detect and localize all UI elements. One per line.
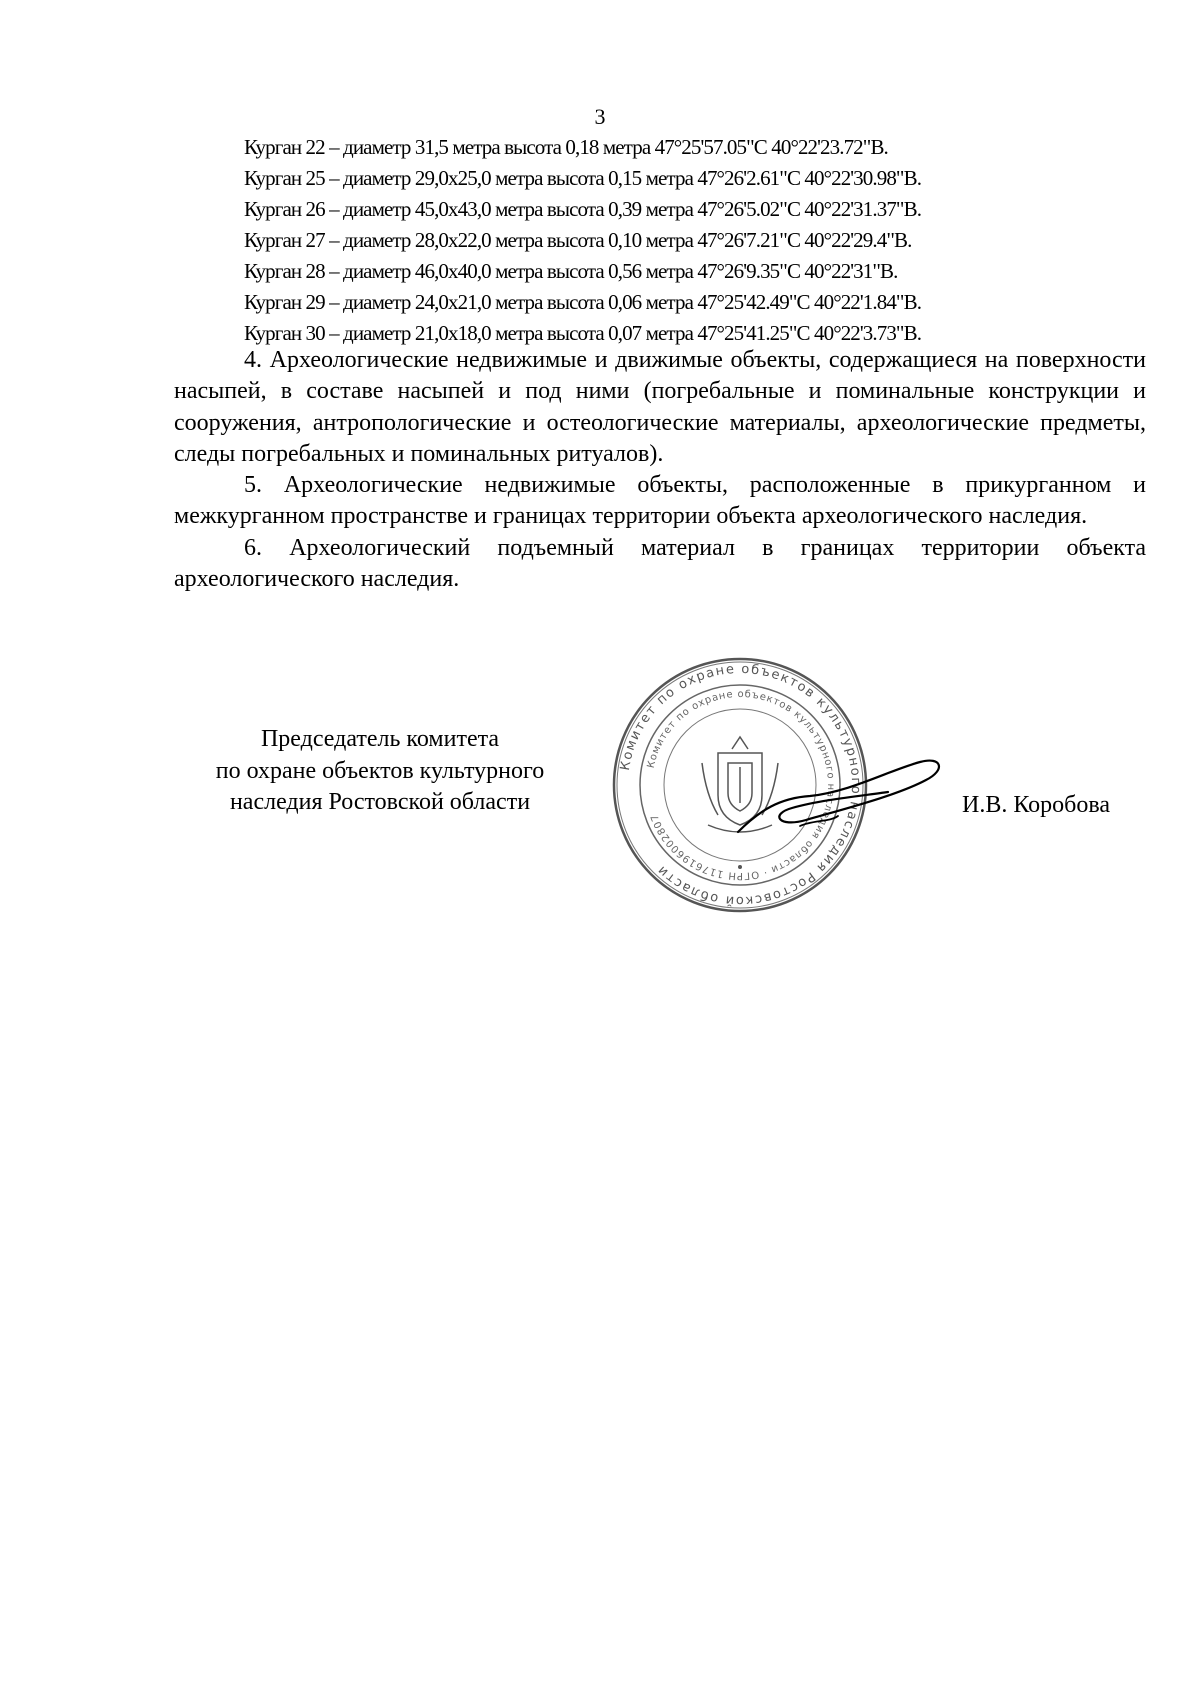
kurgan-list	[244, 132, 1144, 349]
paragraph-4: 4. Археологические недвижимые и движимые объекты, содержащиеся на поверхности насыпей, в составе насыпей и под ними (погребальные и поминальные конструкции и сооружения, антропологические и остеологические материалы, археологические предметы, следы погребальных и поминальных ритуалов).	[174, 347, 1146, 467]
svg-text:Комитет по охране объектов кул: Комитет по охране объектов культурного наследия Ростовской области	[617, 661, 864, 909]
kurgan-line: Курган 22 – диаметр 31,5 метра высота 0,18 метра 47°25'57.05"С 40°22'23.72"В.	[244, 135, 888, 159]
paragraph-5: 5. Археологические недвижимые объекты, расположенные в прикурганном и межкурганном пространстве и границах территории объекта археологического наследия.	[174, 472, 1146, 530]
paragraph-6: 6. Археологический подъемный материал в границах территории объекта археологического наследия.	[174, 534, 1146, 593]
page-number: 3	[594, 104, 606, 129]
signatory-title-line: Председатель комитета	[260, 726, 500, 752]
kurgan-line: Курган 26 – диаметр 45,0x43,0 метра высота 0,39 метра 47°26'5.02"С 40°22'31.37"В.	[244, 197, 922, 221]
signatory-title-line: наследия Ростовской области	[229, 789, 531, 815]
kurgan-line: Курган 25 – диаметр 29,0x25,0 метра высота 0,15 метра 47°26'2.61"С 40°22'30.98"В.	[244, 166, 922, 190]
handwritten-signature	[720, 740, 950, 850]
signatory-title-line: по охране объектов культурного	[215, 757, 545, 784]
kurgan-line: Курган 27 – диаметр 28,0x22,0 метра высота 0,10 метра 47°26'7.21"С 40°22'29.4"В.	[244, 228, 912, 252]
signatory-title	[180, 724, 580, 819]
kurgan-line: Курган 30 – диаметр 21,0x18,0 метра высота 0,07 метра 47°25'41.25"С 40°22'3.73"В.	[244, 321, 922, 345]
signer-name: И.В. Коробова	[962, 792, 1111, 818]
svg-text:Комитет по охране объектов кул: Комитет по охране объектов культурного наследия области · ОГРН 1176196002807	[645, 688, 837, 882]
kurgan-line: Курган 29 – диаметр 24,0x21,0 метра высота 0,06 метра 47°25'42.49"С 40°22'1.84"В.	[244, 290, 922, 314]
body-paragraphs	[174, 345, 1146, 595]
kurgan-line: Курган 28 – диаметр 46,0x40,0 метра высота 0,56 метра 47°26'9.35"С 40°22'31"В.	[244, 259, 898, 283]
